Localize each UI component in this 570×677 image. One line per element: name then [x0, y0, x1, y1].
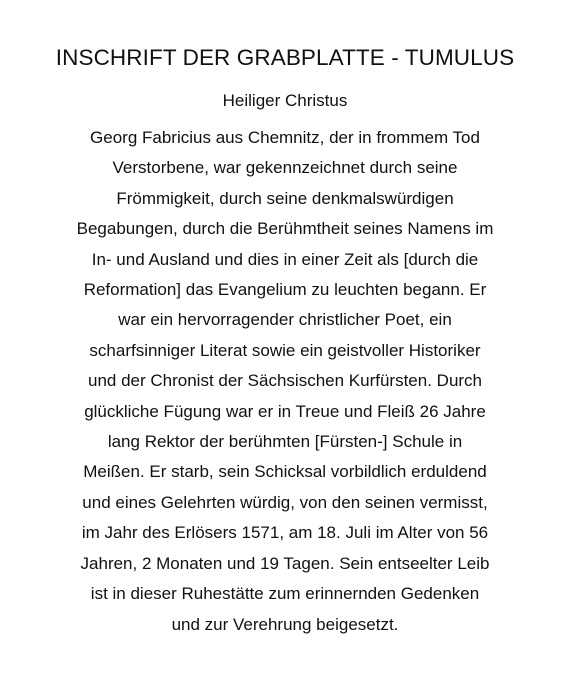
text-line: und der Chronist der Sächsischen Kurfürsten. Durch: [87, 371, 483, 391]
text-line: Reformation] das Evangelium zu leuchten begann. Er: [83, 280, 487, 300]
text-line: und zur Verehrung beigesetzt.: [171, 614, 399, 634]
text-line: ist in dieser Ruhestätte zum erinnernden Gedenken: [90, 584, 480, 604]
text-line: lang Rektor der berühmten [Fürsten-] Schule in: [107, 432, 463, 452]
document-title: INSCHRIFT DER GRABPLATTE - TUMULUS: [55, 45, 515, 70]
text-line: glückliche Fügung war er in Treue und Fleiß 26 Jahre: [84, 401, 486, 421]
text-line: Jahren, 2 Monaten und 19 Tagen. Sein entseelter Leib: [80, 553, 490, 573]
text-line: In- und Ausland und dies in einer Zeit als [durch die: [91, 249, 479, 269]
text-line: Frömmigkeit, durch seine denkmalswürdigen: [116, 188, 454, 208]
text-line: Begabungen, durch die Berühmtheit seines Namens im: [76, 219, 494, 239]
text-line: Meißen. Er starb, sein Schicksal vorbildlich erduldend: [83, 462, 487, 482]
text-line: Georg Fabricius aus Chemnitz, der in frommem Tod: [90, 128, 480, 147]
text-line: im Jahr des Erlösers 1571, am 18. Juli im Alter von 56: [81, 523, 489, 543]
text-line: und eines Gelehrten würdig, von den seinen vermisst,: [82, 492, 488, 512]
document-subtitle: Heiliger Christus: [222, 91, 348, 110]
text-line: scharfsinniger Literat sowie ein geistvoller Historiker: [89, 340, 481, 360]
text-line: Verstorbene, war gekennzeichnet durch seine: [112, 158, 458, 178]
text-line: war ein hervorragender christlicher Poet, ein: [118, 310, 452, 330]
inscription-text: [30, 123, 540, 640]
